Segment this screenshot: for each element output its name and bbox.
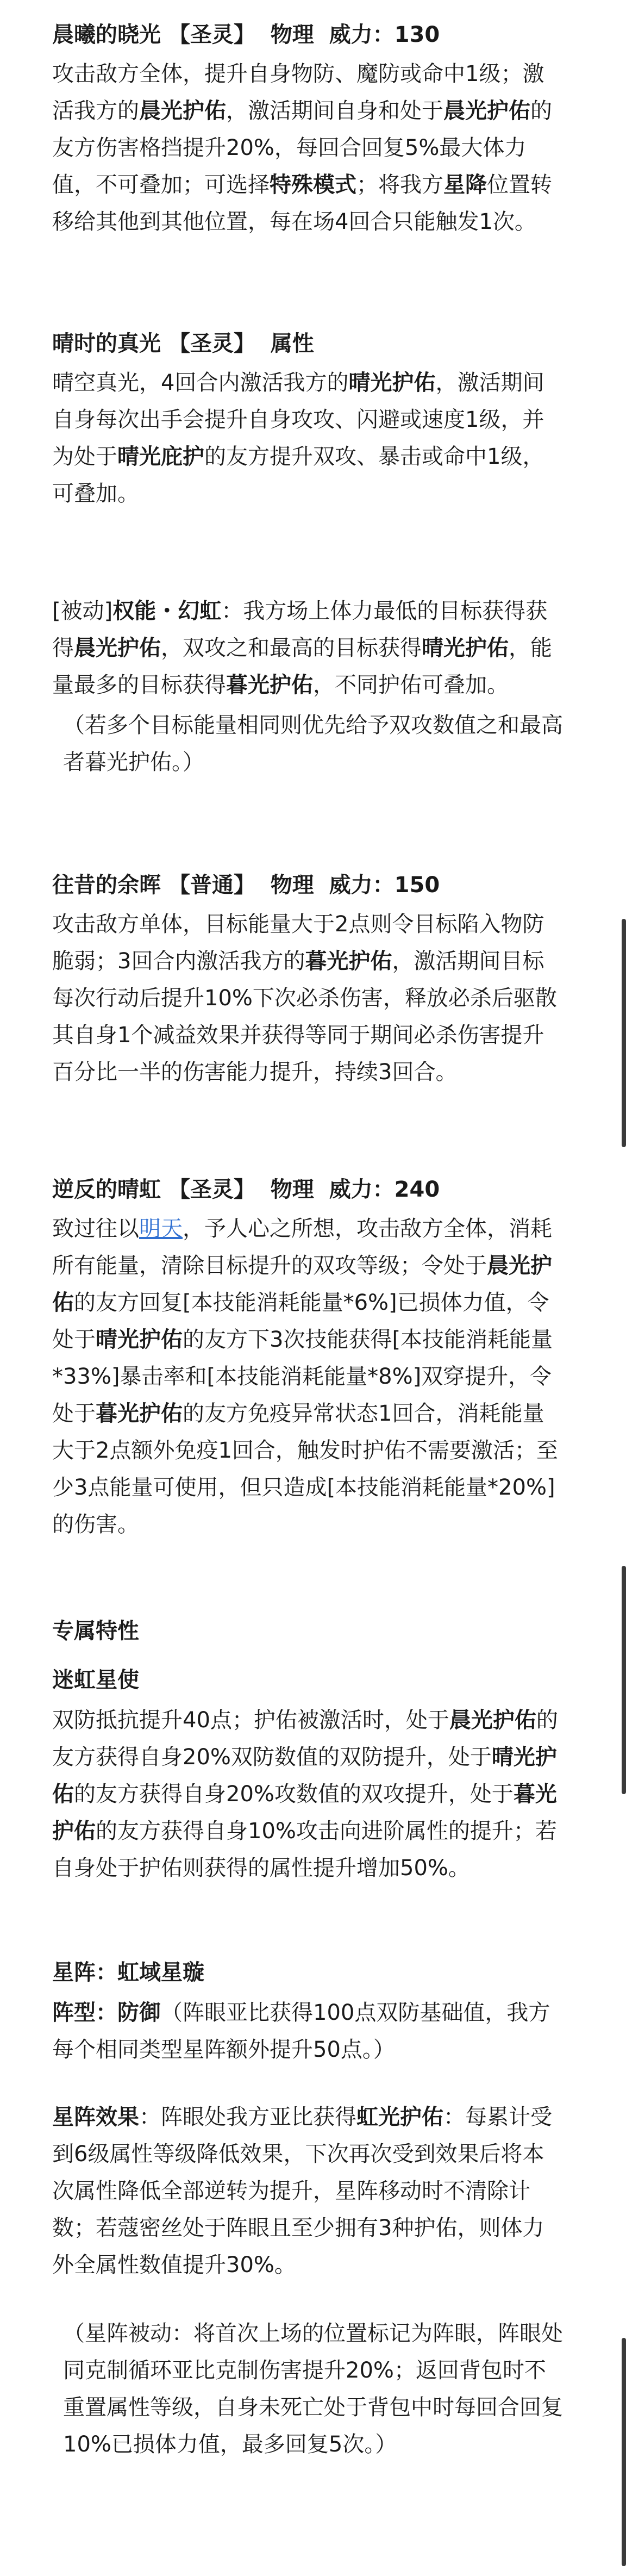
passive-section bbox=[52, 593, 565, 781]
star-array-section bbox=[52, 1957, 565, 2463]
tomorrow-link[interactable]: 明天 bbox=[139, 1216, 183, 1241]
skill-section-4 bbox=[52, 870, 565, 1091]
passive-note: （若多个目标能量相同则优先给予双攻数值之和最高者暮光护佑。） bbox=[63, 713, 563, 775]
skill-section-2 bbox=[52, 328, 565, 512]
star-array-title: 星阵：虹域星璇 bbox=[52, 1960, 204, 1985]
skill-section-5 bbox=[52, 1174, 565, 1543]
skill-description-2: 晴空真光，4回合内激活我方的晴光护佑，激活期间自身每次出手会提升自身攻攻、闪避或速度1级，并为处于晴光庇护的友方提升双攻、暴击或命中1级，可叠加。 bbox=[52, 370, 544, 506]
passive-description: [被动]权能・幻虹：我方场上体力最低的目标获得获得晨光护佑，双攻之和最高的目标获得晴光护佑，能量最多的目标获得暮光护佑，不同护佑可叠加。 bbox=[52, 599, 552, 698]
exclusive-trait-description: 双防抵抗提升40点；护佑被激活时，处于晨光护佑的友方获得自身20%双防数值的双防提升，处于晴光护佑的友方获得自身20%攻数值的双攻提升，处于暮光护佑的友方获得自身10%攻击向进阶属性的提升；若自身处于护佑则获得的属性提升增加50%。 bbox=[52, 1708, 558, 1881]
skill-title-1: 晨曦的晓光 【圣灵】 物理 威力：130 bbox=[52, 22, 440, 47]
skill-description-5: 致过往以明天，予人心之所想，攻击敌方全体，消耗所有能量，清除目标提升的双攻等级；令处于晨光护佑的友方回复[本技能消耗能量*6%]已损体力值，令处于晴光护佑的友方下3次技能获得[本技能消耗能量*33%]暴击率和[本技能消耗能量*8%]双穿提升，令处于暮光护佑的友方免疫异常状态1回合，消耗能量大于2点额外免疫1回合，触发时护佑不需要激活；至少3点能量可使用，但只造成[本技能消耗能量*20%]的伤害。 bbox=[52, 1216, 558, 1537]
exclusive-trait-section bbox=[52, 1616, 565, 1887]
exclusive-trait-name: 迷虹星使 bbox=[52, 1667, 139, 1693]
skill-description-4: 攻击敌方单体，目标能量大于2点则令目标陷入物防脆弱；3回合内激活我方的暮光护佑，激活期间目标每次行动后提升10%下次必杀伤害，释放必杀后驱散其自身1个减益效果并获得等同于期间必杀伤害提升百分比一半的伤害能力提升，持续3回合。 bbox=[52, 912, 557, 1085]
scrollbar-segment-bottom[interactable] bbox=[622, 2338, 626, 2566]
scrollbar-segment-middle[interactable] bbox=[622, 1566, 626, 1794]
star-array-passive-note: （星阵被动：将首次上场的位置标记为阵眼，阵眼处同克制循环亚比克制伤害提升20%；返回背包时不重置属性等级，自身未死亡处于背包中时每回合回复10%已损体力值，最多回复5次。） bbox=[63, 2321, 563, 2457]
skill-title-4: 往昔的余晖 【普通】 物理 威力：150 bbox=[52, 873, 440, 898]
scrollbar-segment-top[interactable] bbox=[622, 919, 626, 1147]
star-array-effect: 星阵效果：阵眼处我方亚比获得虹光护佑：每累计受到6级属性等级降低效果，下次再次受到效果后将本次属性降低全部逆转为提升，星阵移动时不清除计数；若蔻密丝处于阵眼且至少拥有3种护佑，则体力外全属性数值提升30%。 bbox=[52, 2105, 552, 2278]
skill-description-1: 攻击敌方全体，提升自身物防、魔防或命中1级；激活我方的晨光护佑，激活期间自身和处于晨光护佑的友方伤害格挡提升20%，每回合回复5%最大体力值，不可叠加；可选择特殊模式；将我方星降位置转移给其他到其他位置，每在场4回合只能触发1次。 bbox=[52, 61, 552, 234]
array-formation: 阵型：防御（阵眼亚比获得100点双防基础值，我方每个相同类型星阵额外提升50点。） bbox=[52, 2000, 550, 2062]
skill-section-1 bbox=[52, 20, 565, 240]
skill-title-5: 逆反的晴虹 【圣灵】 物理 威力：240 bbox=[52, 1177, 440, 1202]
exclusive-trait-heading: 专属特性 bbox=[52, 1619, 139, 1644]
skill-title-2: 晴时的真光 【圣灵】 属性 bbox=[52, 331, 314, 356]
